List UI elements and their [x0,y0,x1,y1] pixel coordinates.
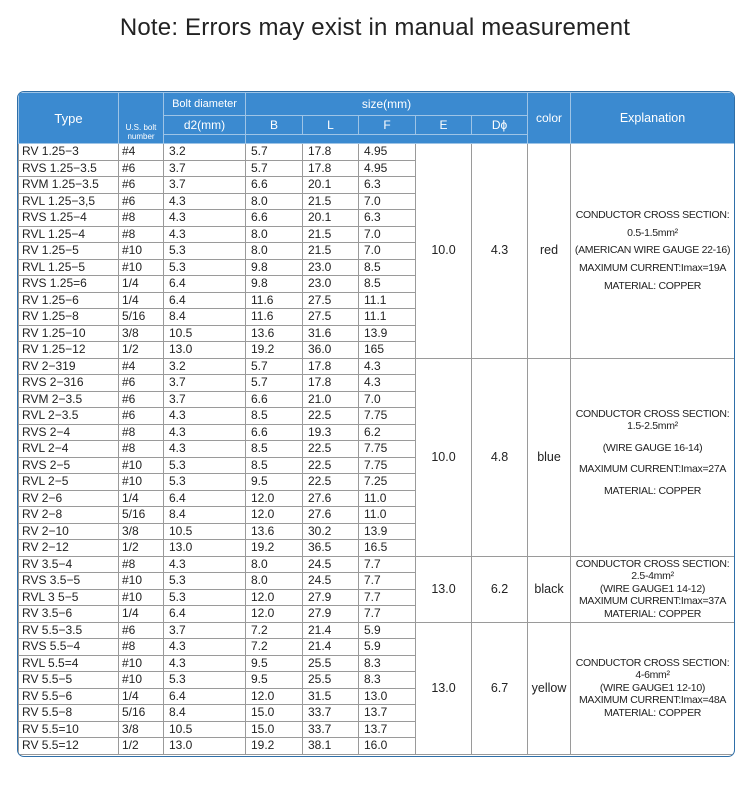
cell-type: RVL 2−4 [19,441,119,458]
cell-d2: 4.3 [164,424,246,441]
cell-l: 24.5 [303,556,359,573]
cell-f: 7.7 [359,556,416,573]
cell-type: RV 1.25−3 [19,144,119,161]
cell-d2: 4.3 [164,655,246,672]
cell-f: 5.9 [359,622,416,639]
cell-type: RV 2−12 [19,540,119,557]
cell-l: 27.9 [303,606,359,623]
cell-b: 13.6 [246,523,303,540]
cell-d2: 5.3 [164,672,246,689]
cell-us-bolt: #6 [119,375,164,392]
cell-d2: 10.5 [164,721,246,738]
cell-f: 4.95 [359,160,416,177]
cell-f: 7.75 [359,408,416,425]
cell-l: 21.5 [303,193,359,210]
header-d2: d2(mm) [164,116,246,135]
cell-us-bolt: 1/4 [119,490,164,507]
cell-f: 6.3 [359,210,416,227]
cell-f: 8.5 [359,276,416,293]
header-us-bolt: U.S. bolt number [119,93,164,144]
cell-type: RVM 2−3.5 [19,391,119,408]
cell-us-bolt: #8 [119,210,164,227]
explanation-line: CONDUCTOR CROSS SECTION: [575,209,730,222]
cell-us-bolt: #8 [119,639,164,656]
explanation-line: 2.5-4mm² [631,570,674,583]
cell-f: 13.7 [359,705,416,722]
cell-f: 4.3 [359,358,416,375]
explanation-line: (WIRE GAUGE 16-14) [602,441,703,454]
cell-type: RV 5.5−5 [19,672,119,689]
cell-d-phi: 6.2 [472,556,528,622]
cell-d2: 5.3 [164,474,246,491]
cell-f: 7.0 [359,243,416,260]
cell-b: 12.0 [246,606,303,623]
cell-us-bolt: #6 [119,622,164,639]
cell-b: 12.0 [246,589,303,606]
cell-type: RV 1.25−10 [19,325,119,342]
cell-us-bolt: 5/16 [119,309,164,326]
cell-type: RV 3.5−6 [19,606,119,623]
cell-type: RV 5.5=12 [19,738,119,755]
cell-b: 11.6 [246,309,303,326]
cell-d2: 4.3 [164,210,246,227]
cell-b: 8.0 [246,243,303,260]
cell-color: red [528,144,571,359]
cell-l: 27.5 [303,309,359,326]
cell-l: 21.4 [303,639,359,656]
cell-d2: 3.7 [164,177,246,194]
measurement-note: Note: Errors may exist in manual measurement [119,14,631,41]
header-size: size(mm) [246,93,528,116]
cell-type: RVS 1.25−3.5 [19,160,119,177]
cell-b: 5.7 [246,160,303,177]
cell-l: 27.6 [303,490,359,507]
cell-e: 13.0 [416,622,472,754]
cell-type: RVS 3.5−5 [19,573,119,590]
explanation-line: CONDUCTOR CROSS SECTION: [575,557,730,570]
cell-d2: 4.3 [164,441,246,458]
cell-l: 17.8 [303,144,359,161]
cell-b: 6.6 [246,424,303,441]
cell-f: 8.5 [359,259,416,276]
cell-b: 13.6 [246,325,303,342]
cell-l: 19.3 [303,424,359,441]
cell-l: 27.5 [303,292,359,309]
table-row [19,144,735,161]
cell-type: RV 2−319 [19,358,119,375]
cell-l: 22.5 [303,441,359,458]
cell-f: 6.2 [359,424,416,441]
cell-f: 7.7 [359,589,416,606]
cell-us-bolt: #8 [119,441,164,458]
explanation-line: 0.5-1.5mm² [627,226,678,239]
terminal-spec-table [18,92,735,755]
cell-color: black [528,556,571,622]
cell-us-bolt: #4 [119,358,164,375]
cell-type: RV 2−8 [19,507,119,524]
cell-us-bolt: #10 [119,655,164,672]
cell-type: RVL 1.25−5 [19,259,119,276]
explanation-line: MATERIAL: COPPER [603,607,702,620]
cell-l: 22.5 [303,408,359,425]
explanation-line: CONDUCTOR CROSS SECTION: [575,407,730,420]
cell-f: 13.7 [359,721,416,738]
cell-us-bolt: 1/2 [119,738,164,755]
cell-us-bolt: #8 [119,424,164,441]
cell-type: RV 1.25−12 [19,342,119,359]
cell-l: 17.8 [303,375,359,392]
cell-us-bolt: 5/16 [119,705,164,722]
cell-d2: 5.3 [164,243,246,260]
cell-b: 15.0 [246,705,303,722]
cell-type: RVL 1.25−3,5 [19,193,119,210]
explanation-line: MAXIMUM CURRENT:Imax=19A [578,262,727,275]
explanation-line: MATERIAL: COPPER [603,279,702,292]
cell-d2: 5.3 [164,589,246,606]
cell-b: 8.5 [246,441,303,458]
explanation-line: 4-6mm² [635,669,670,682]
cell-explanation [571,622,735,754]
cell-color: blue [528,358,571,556]
cell-explanation [571,144,735,359]
cell-us-bolt: #6 [119,408,164,425]
cell-d2: 5.3 [164,457,246,474]
cell-d2: 3.7 [164,160,246,177]
cell-d2: 8.4 [164,705,246,722]
cell-b: 12.0 [246,688,303,705]
cell-l: 22.5 [303,474,359,491]
cell-f: 7.7 [359,606,416,623]
cell-us-bolt: #10 [119,474,164,491]
explanation-line: CONDUCTOR CROSS SECTION: [575,656,730,669]
cell-b: 6.6 [246,177,303,194]
explanation-line: MAXIMUM CURRENT:Imax=48A [578,694,727,707]
cell-color: yellow [528,622,571,754]
cell-us-bolt: 1/4 [119,292,164,309]
cell-f: 8.3 [359,655,416,672]
cell-b: 7.2 [246,639,303,656]
cell-l: 23.0 [303,259,359,276]
cell-l: 23.0 [303,276,359,293]
cell-f: 6.3 [359,177,416,194]
header-bolt-diameter: Bolt diameter [164,93,246,116]
cell-f: 7.75 [359,441,416,458]
header-type: Type [19,93,119,144]
cell-type: RV 5.5−3.5 [19,622,119,639]
cell-us-bolt: #10 [119,672,164,689]
cell-b: 9.5 [246,474,303,491]
cell-type: RVL 2−5 [19,474,119,491]
cell-d2: 10.5 [164,325,246,342]
cell-f: 11.1 [359,292,416,309]
explanation-line: (WIRE GAUGE1 14-12) [599,582,706,595]
cell-b: 9.8 [246,259,303,276]
table-row [19,556,735,573]
cell-f: 11.1 [359,309,416,326]
table-body [19,144,735,755]
cell-d2: 3.7 [164,622,246,639]
cell-b: 19.2 [246,738,303,755]
explanation-line: 1.5-2.5mm² [627,420,678,433]
table-row [19,622,735,639]
cell-l: 17.8 [303,358,359,375]
cell-b: 7.2 [246,622,303,639]
cell-us-bolt: #8 [119,226,164,243]
cell-b: 12.0 [246,490,303,507]
cell-d2: 4.3 [164,193,246,210]
cell-us-bolt: 1/4 [119,688,164,705]
spec-table-container [17,91,735,757]
cell-d2: 6.4 [164,490,246,507]
cell-type: RVS 1.25=6 [19,276,119,293]
cell-us-bolt: 3/8 [119,523,164,540]
cell-type: RVM 1.25−3.5 [19,177,119,194]
cell-f: 4.3 [359,375,416,392]
cell-b: 6.6 [246,210,303,227]
cell-f: 165 [359,342,416,359]
cell-b: 11.6 [246,292,303,309]
cell-l: 21.0 [303,391,359,408]
cell-l: 22.5 [303,457,359,474]
explanation-line: (WIRE GAUGE1 12-10) [599,681,706,694]
cell-e: 10.0 [416,144,472,359]
cell-f: 13.0 [359,688,416,705]
cell-l: 27.6 [303,507,359,524]
explanation-line: MATERIAL: COPPER [603,484,702,497]
cell-b: 9.5 [246,655,303,672]
cell-e: 13.0 [416,556,472,622]
cell-type: RVS 5.5−4 [19,639,119,656]
cell-us-bolt: 1/4 [119,606,164,623]
cell-l: 21.5 [303,243,359,260]
cell-us-bolt: #6 [119,391,164,408]
cell-d2: 13.0 [164,540,246,557]
cell-type: RV 1.25−6 [19,292,119,309]
cell-f: 7.25 [359,474,416,491]
cell-d2: 6.4 [164,606,246,623]
cell-d2: 6.4 [164,276,246,293]
cell-l: 31.5 [303,688,359,705]
cell-l: 20.1 [303,210,359,227]
header-l: L [303,116,359,135]
header-f: F [359,116,416,135]
cell-type: RVL 3 5−5 [19,589,119,606]
cell-us-bolt: #10 [119,259,164,276]
cell-d2: 3.7 [164,391,246,408]
cell-f: 7.0 [359,226,416,243]
cell-b: 5.7 [246,144,303,161]
cell-d-phi: 6.7 [472,622,528,754]
cell-l: 33.7 [303,721,359,738]
cell-l: 38.1 [303,738,359,755]
explanation-line: MAXIMUM CURRENT:Imax=27A [578,463,727,476]
cell-b: 5.7 [246,375,303,392]
cell-type: RVS 1.25−4 [19,210,119,227]
cell-l: 17.8 [303,160,359,177]
cell-l: 30.2 [303,523,359,540]
header-explanation: Explanation [571,93,735,144]
cell-explanation [571,556,735,622]
cell-type: RV 1.25−8 [19,309,119,326]
cell-b: 9.5 [246,672,303,689]
cell-d2: 3.7 [164,375,246,392]
cell-type: RVS 2−5 [19,457,119,474]
cell-type: RV 5.5−6 [19,688,119,705]
cell-type: RVS 2−4 [19,424,119,441]
cell-l: 21.5 [303,226,359,243]
cell-f: 16.0 [359,738,416,755]
cell-type: RV 2−10 [19,523,119,540]
cell-us-bolt: 1/2 [119,540,164,557]
cell-l: 20.1 [303,177,359,194]
cell-d2: 4.3 [164,556,246,573]
cell-d2: 10.5 [164,523,246,540]
cell-e: 10.0 [416,358,472,556]
cell-us-bolt: #10 [119,589,164,606]
cell-d2: 8.4 [164,507,246,524]
cell-f: 7.0 [359,391,416,408]
header-b: B [246,116,303,135]
cell-us-bolt: #10 [119,573,164,590]
cell-d2: 6.4 [164,292,246,309]
cell-f: 4.95 [359,144,416,161]
header-e: E [416,116,472,135]
cell-us-bolt: 3/8 [119,325,164,342]
cell-f: 8.3 [359,672,416,689]
cell-b: 15.0 [246,721,303,738]
cell-us-bolt: 1/4 [119,276,164,293]
cell-us-bolt: #6 [119,160,164,177]
cell-type: RVS 2−316 [19,375,119,392]
cell-type: RVL 1.25−4 [19,226,119,243]
cell-b: 6.6 [246,391,303,408]
cell-type: RV 2−6 [19,490,119,507]
cell-type: RV 1.25−5 [19,243,119,260]
table-row [19,358,735,375]
cell-f: 11.0 [359,490,416,507]
cell-l: 25.5 [303,655,359,672]
cell-b: 9.8 [246,276,303,293]
cell-f: 5.9 [359,639,416,656]
cell-d2: 5.3 [164,259,246,276]
cell-us-bolt: 5/16 [119,507,164,524]
cell-d2: 3.2 [164,358,246,375]
cell-f: 7.75 [359,457,416,474]
cell-b: 8.0 [246,226,303,243]
cell-type: RVL 2−3.5 [19,408,119,425]
cell-f: 11.0 [359,507,416,524]
cell-us-bolt: #6 [119,177,164,194]
cell-l: 36.0 [303,342,359,359]
cell-type: RVL 5.5=4 [19,655,119,672]
cell-l: 36.5 [303,540,359,557]
cell-us-bolt: #10 [119,243,164,260]
cell-d2: 13.0 [164,738,246,755]
cell-b: 8.0 [246,573,303,590]
cell-l: 31.6 [303,325,359,342]
cell-type: RV 5.5=10 [19,721,119,738]
cell-type: RV 3.5−4 [19,556,119,573]
cell-d2: 6.4 [164,688,246,705]
cell-us-bolt: 3/8 [119,721,164,738]
cell-type: RV 5.5−8 [19,705,119,722]
cell-f: 13.9 [359,523,416,540]
cell-b: 8.5 [246,457,303,474]
cell-us-bolt: #10 [119,457,164,474]
header-d-phi: Dϕ [472,116,528,135]
cell-l: 33.7 [303,705,359,722]
explanation-line: MAXIMUM CURRENT:Imax=37A [578,595,727,608]
cell-d2: 4.3 [164,639,246,656]
cell-b: 19.2 [246,342,303,359]
cell-us-bolt: 1/2 [119,342,164,359]
explanation-line: (AMERICAN WIRE GAUGE 22-16) [574,244,731,257]
cell-explanation [571,358,735,556]
cell-d2: 5.3 [164,573,246,590]
explanation-line: MATERIAL: COPPER [603,706,702,719]
cell-b: 5.7 [246,358,303,375]
cell-d2: 3.2 [164,144,246,161]
cell-f: 13.9 [359,325,416,342]
cell-us-bolt: #6 [119,193,164,210]
header-color: color [528,93,571,144]
cell-d2: 4.3 [164,226,246,243]
cell-f: 7.0 [359,193,416,210]
cell-b: 8.0 [246,193,303,210]
cell-b: 19.2 [246,540,303,557]
cell-d2: 13.0 [164,342,246,359]
cell-l: 24.5 [303,573,359,590]
cell-d2: 4.3 [164,408,246,425]
cell-b: 8.0 [246,556,303,573]
cell-d-phi: 4.3 [472,144,528,359]
cell-f: 7.7 [359,573,416,590]
cell-us-bolt: #4 [119,144,164,161]
cell-b: 12.0 [246,507,303,524]
cell-b: 8.5 [246,408,303,425]
cell-l: 27.9 [303,589,359,606]
cell-d2: 8.4 [164,309,246,326]
cell-us-bolt: #8 [119,556,164,573]
cell-l: 21.4 [303,622,359,639]
cell-d-phi: 4.8 [472,358,528,556]
cell-l: 25.5 [303,672,359,689]
cell-f: 16.5 [359,540,416,557]
